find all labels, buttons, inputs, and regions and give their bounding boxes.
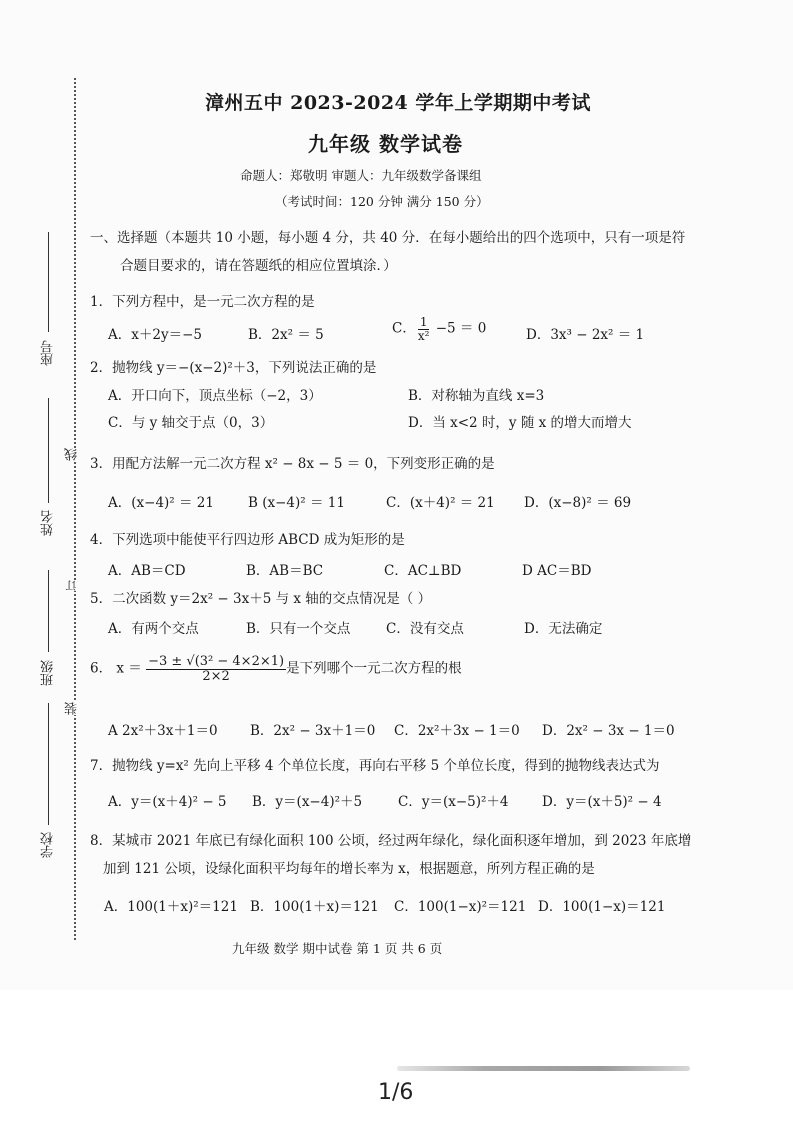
- seat-underline: [48, 232, 49, 332]
- question-2-option-d: D．当 x<2 时，y 随 x 的增大而增大: [408, 415, 632, 431]
- exam-title: 漳州五中 2023-2024 学年上学期期中考试: [205, 92, 591, 114]
- page-indicator: 1/6: [378, 1080, 414, 1105]
- question-2-option-c: C．与 y 轴交于点（0，3）: [108, 415, 274, 431]
- seat-label: 座号: [41, 340, 56, 366]
- question-2-option-a: A．开口向下，顶点坐标（−2，3）: [108, 388, 322, 404]
- class-label: 班级: [41, 660, 56, 686]
- question-8-stem-line2: 加到 121 公顷，设绿化面积平均每年的增长率为 x，根据题意，所列方程正确的是: [103, 861, 595, 877]
- section-intro-line2: 合题目要求的，请在答题纸的相应位置填涂．）: [120, 258, 397, 274]
- question-6-option-b: B．2x² − 3x＋1＝0: [250, 723, 376, 739]
- question-5-option-a: A．有两个交点: [108, 621, 199, 637]
- question-3-option-b: B (x−4)² ＝ 11: [248, 495, 345, 511]
- question-3-option-d: D．(x−8)² ＝ 69: [524, 495, 632, 511]
- question-1-option-a: A．x＋2y＝−5: [108, 327, 202, 343]
- question-2-option-b: B．对称轴为直线 x=3: [408, 388, 545, 404]
- name-underline: [48, 398, 49, 503]
- question-1-option-b: B．2x² ＝ 5: [248, 327, 324, 343]
- question-1-option-c-fraction: $\frac{1}{\text{x²}}$: [417, 315, 430, 343]
- question-4-option-c: C．AC⊥BD: [384, 563, 462, 579]
- binding-dotted-line: [74, 78, 76, 940]
- question-8-option-a: A．100(1＋x)²＝121: [104, 899, 238, 915]
- question-3-option-a: A．(x−4)² ＝ 21: [108, 495, 214, 511]
- question-4-stem: 4．下列选项中能使平行四边形 ABCD 成为矩形的是: [90, 532, 405, 548]
- name-label: 姓名: [41, 510, 56, 536]
- question-7-option-d: D．y＝(x＋5)² − 4: [542, 794, 662, 810]
- question-6-fraction: $\frac{\text{−3 ± √(3² − 4×2×1)}}{2\times 2}$: [148, 654, 285, 684]
- question-7-option-b: B．y＝(x−4)²＋5: [252, 794, 363, 810]
- question-3-stem: 3．用配方法解一元二次方程 x² − 8x − 5 ＝ 0，下列变形正确的是: [90, 456, 495, 472]
- exam-subtitle: 九年级 数学试卷: [308, 132, 463, 156]
- question-5-option-c: C．没有交点: [386, 621, 464, 637]
- binding-mark-bind: 装: [65, 702, 80, 715]
- question-2-stem: 2．抛物线 y＝−(x−2)²＋3，下列说法正确的是: [90, 360, 377, 376]
- exam-info: （考试时间：120 分钟 满分 150 分）: [275, 194, 489, 209]
- question-6-stem: 6． x ＝ $\frac{\text{−3 ± √(3² − 4×2×1)}}{2\times 2}$ 是下列哪个一元二次方程的根: [90, 654, 462, 684]
- question-6-option-a: A 2x²＋3x＋1＝0: [108, 723, 218, 739]
- question-6-option-c: C．2x²＋3x − 1＝0: [394, 723, 520, 739]
- page-footer: 九年级 数学 期中试卷 第 1 页 共 6 页: [232, 941, 443, 956]
- question-7-option-a: A．y＝(x＋4)² − 5: [108, 794, 227, 810]
- school-label: 学校: [41, 832, 56, 858]
- class-underline: [48, 570, 49, 652]
- question-4-option-a: A．AB＝CD: [108, 563, 186, 579]
- binding-mark-small: 订: [65, 580, 78, 591]
- question-1-option-d: D．3x³ − 2x² ＝ 1: [526, 327, 645, 343]
- question-5-option-b: B．只有一个交点: [246, 621, 351, 637]
- question-7-stem: 7．抛物线 y=x² 先向上平移 4 个单位长度，再向右平移 5 个单位长度，得到的抛物线表达式为: [90, 758, 660, 774]
- horizontal-scrollbar[interactable]: [397, 1066, 690, 1071]
- question-6-option-d: D．2x² − 3x − 1＝0: [542, 723, 675, 739]
- question-4-option-d: D AC＝BD: [522, 563, 592, 579]
- question-5-stem: 5．二次函数 y＝2x² − 3x＋5 与 x 轴的交点情况是（ ）: [90, 591, 432, 607]
- question-8-option-b: B．100(1＋x)＝121: [250, 899, 379, 915]
- section-intro-line1: 一、选择题（本题共 10 小题，每小题 4 分，共 40 分．在每小题给出的四个选项中，只有一项是符: [90, 230, 686, 246]
- question-4-option-b: B．AB＝BC: [246, 563, 324, 579]
- question-8-stem-line1: 8．某城市 2021 年底已有绿化面积 100 公顷，经过两年绿化，绿化面积逐年增加，到 2023 年底增: [90, 833, 692, 849]
- authors-line: 命题人：郑敬明 审题人：九年级数学备课组: [240, 168, 482, 183]
- question-3-option-c: C．(x＋4)² ＝ 21: [386, 495, 495, 511]
- question-1-option-c: C． $\frac{1}{\text{x²}}$ −5 ＝ 0: [392, 315, 487, 343]
- school-underline: [48, 703, 49, 825]
- question-8-option-d: D．100(1−x)＝121: [538, 899, 666, 915]
- binding-mark-line: 线: [65, 448, 80, 461]
- question-1-stem: 1．下列方程中，是一元二次方程的是: [90, 294, 315, 310]
- question-5-option-d: D．无法确定: [524, 621, 603, 637]
- question-7-option-c: C．y＝(x−5)²＋4: [398, 794, 509, 810]
- question-8-option-c: C．100(1−x)²＝121: [394, 899, 527, 915]
